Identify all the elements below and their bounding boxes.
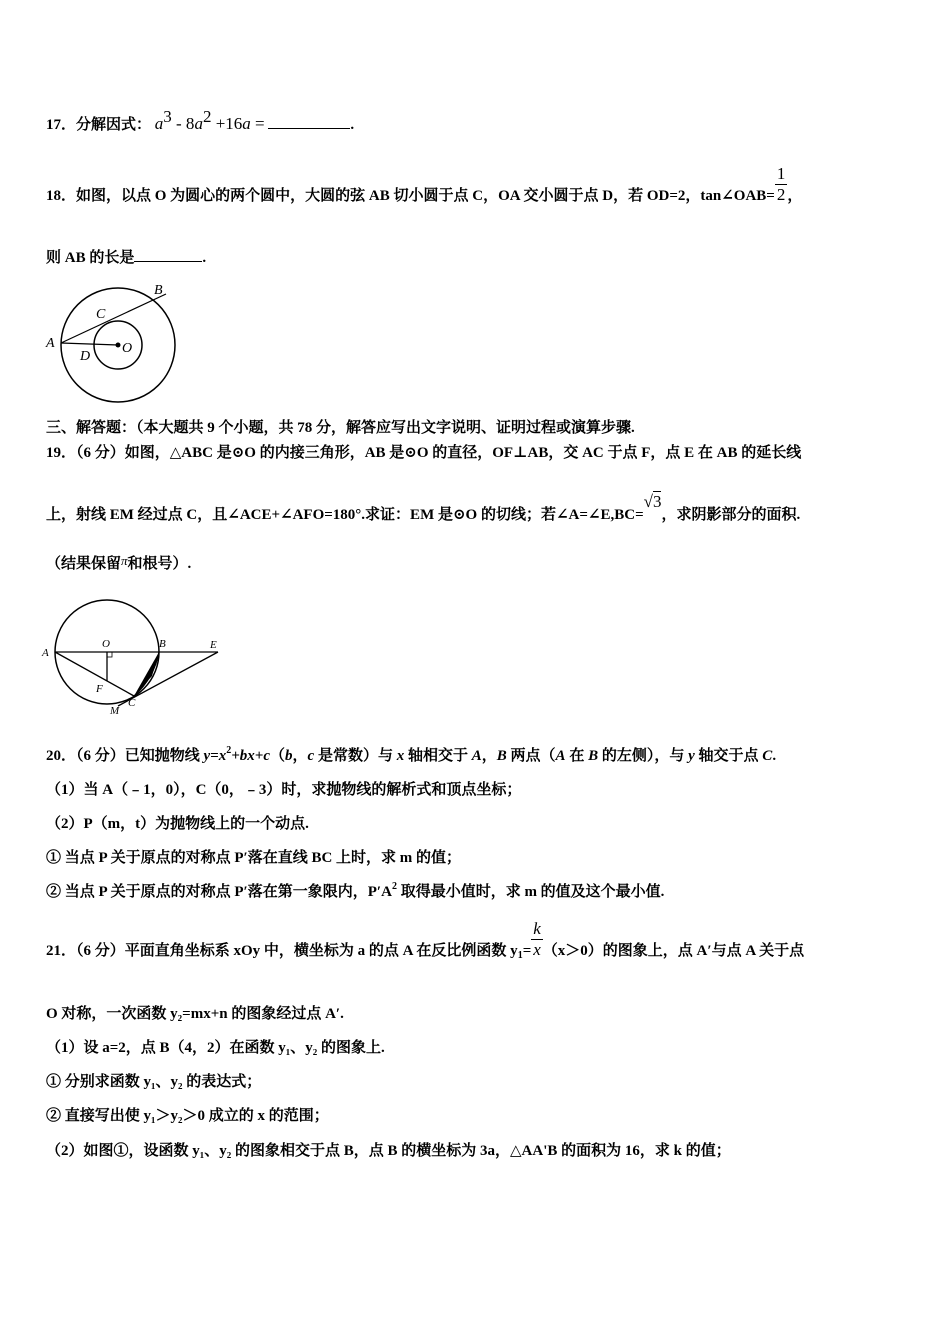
q19-label-e: E — [210, 639, 217, 651]
q21-frac-num: k — [533, 919, 541, 939]
q17-expr-eq: = — [250, 114, 265, 133]
q20-exp: 2 — [226, 745, 232, 756]
q18-figure — [40, 280, 190, 410]
q20-var-x: x — [396, 748, 405, 764]
q21-eq: = — [522, 943, 532, 959]
q20-l5-exp: 2 — [391, 881, 397, 892]
q21-line5: ② 直接写出使 y₁＞y₂＞0 成立的 x 的范围； — [46, 1108, 329, 1124]
q20-var-a2: A — [555, 748, 566, 764]
q18-end: . — [202, 250, 207, 266]
q17-answer-blank[interactable] — [268, 128, 350, 129]
q20-eq1: y=x — [203, 748, 227, 764]
q21-fraction — [531, 919, 543, 960]
q20-rest2: 轴相交于 — [404, 748, 472, 764]
q19-line3b: 和根号）. — [127, 556, 192, 572]
q19-line3a: （结果保留 — [46, 556, 122, 572]
q20-comma: ， — [292, 748, 308, 764]
q20-l1-prefix: 20．（6 分）已知抛物线 — [46, 748, 204, 764]
q18-line2 — [46, 248, 910, 268]
q20-var-a: A — [471, 748, 482, 764]
q20-l5a: ② 当点 P 关于原点的对称点 P′落在第一象限内，P′A — [46, 884, 392, 900]
q20-rest1: 是常数）与 — [314, 748, 397, 764]
q19-figure — [40, 596, 240, 722]
q18-text: 18．如图，以点 O 为圆心的两个圆中，大圆的弦 AB 切小圆于点 C，OA 交小圆于点 D，若 OD=2，tan∠OAB= — [46, 188, 775, 204]
q17-expr-mid: - 8 — [171, 114, 195, 133]
q19-pi: π — [121, 553, 128, 568]
q20-var-b: b — [285, 748, 293, 764]
q19-label-o: O — [102, 638, 110, 650]
q19-line2 — [46, 492, 910, 525]
q19-sqrt: √3 — [643, 492, 662, 511]
q21-line2: O 对称，一次函数 y₂=mx+n 的图象经过点 A′. — [46, 1006, 344, 1022]
q20-line1 — [46, 746, 910, 766]
q19-sqrt-value: 3 — [652, 492, 662, 511]
q20-rest7: 轴交于点 — [694, 748, 763, 764]
q20-eq2: +bx+c — [231, 748, 270, 764]
q18-segment-oa — [61, 343, 118, 345]
q20-var-c2: C — [762, 748, 773, 764]
q17-expr-a1: a — [154, 114, 164, 133]
q18-frac-num: 1 — [776, 164, 786, 184]
q19-label-f: F — [96, 683, 103, 695]
q19-label-a: A — [42, 647, 49, 659]
q20-paren: （ — [270, 748, 286, 764]
q17-exp2: 2 — [202, 107, 212, 126]
q20-var-b2: B — [496, 748, 507, 764]
q21-frac-den: x — [533, 940, 541, 960]
q19-line3 — [46, 554, 910, 574]
q19-line1: 19．（6 分）如图，△ABC 是⊙O 的内接三角形，AB 是⊙O 的直径，OF⊥AB，交 AC 于点 F，点 E 在 AB 的延长线 — [46, 445, 802, 461]
q18-line1 — [46, 164, 910, 206]
q21-l1a: 21．（6 分）平面直角坐标系 xOy 中，横坐标为 a 的点 A 在反比例函数 y — [46, 943, 518, 959]
q18-answer-blank[interactable] — [134, 261, 202, 262]
q17-expr-mid2: +16 — [211, 114, 243, 133]
q20-line5 — [46, 882, 910, 902]
q18-label-d: D — [80, 349, 91, 364]
q18-label-c: C — [96, 307, 106, 322]
q20-line2: （1）当 A（﹣1，0），C（0，﹣3）时，求抛物线的解析式和顶点坐标； — [46, 782, 522, 798]
q20-var-c: c — [307, 748, 315, 764]
q19-line2b: ，求阴影部分的面积. — [661, 507, 801, 523]
q20-line4: ① 当点 P 关于原点的对称点 P′落在直线 BC 上时，求 m 的值； — [46, 850, 462, 866]
q21-line6: （2）如图①，设函数 y₁、y₂ 的图象相交于点 B，点 B 的横坐标为 3a，△AA'B 的面积为 16，求 k 的值； — [46, 1143, 731, 1159]
q18-label-o: O — [122, 341, 133, 356]
q19-right-angle — [107, 652, 112, 657]
q21-sub: 1 — [517, 950, 523, 961]
q18-line2-text: 则 AB 的长是 — [46, 250, 135, 266]
q18-fraction — [775, 164, 788, 205]
q17-line — [46, 107, 910, 135]
q19-line-ac — [55, 652, 134, 696]
q18-center-dot — [116, 343, 121, 348]
q18-label-b: B — [154, 283, 163, 298]
q19-label-c: C — [128, 697, 136, 709]
q20-rest5: 在 — [565, 748, 589, 764]
q19-line2a: 上，射线 EM 经过点 C，且∠ACE+∠AFO=180°.求证：EM 是⊙O 的切线；若∠A=∠E,BC= — [46, 507, 644, 523]
q18-after: ， — [787, 188, 803, 204]
q20-l5b: 取得最小值时，求 m 的值及这个最小值. — [396, 884, 665, 900]
q18-label-a: A — [46, 336, 55, 351]
q20-end: . — [772, 748, 777, 764]
q20-rest4: 两点（ — [506, 748, 556, 764]
q21-line4: ① 分别求函数 y₁、y₂ 的表达式； — [46, 1074, 262, 1090]
q21-line3: （1）设 a=2，点 B（4，2）在函数 y₁、y₂ 的图象上. — [46, 1040, 385, 1056]
q19-label-m: M — [110, 705, 120, 717]
q17-label: 17．分解因式： — [46, 117, 152, 133]
q17-expr-a2: a — [194, 114, 203, 133]
q20-var-y: y — [688, 748, 695, 764]
q20-rest3: ， — [481, 748, 497, 764]
q17-expr-a3: a — [242, 114, 251, 133]
q21-l1b: （x＞0）的图象上，点 A′与点 A 关于点 — [542, 943, 805, 959]
section3-title: 三、解答题：（本大题共 9 个小题，共 78 分，解答应写出文字说明、证明过程或演算步骤. — [46, 420, 635, 436]
q20-line3: （2）P（m，t）为抛物线上的一个动点. — [46, 816, 309, 832]
q20-rest6: 的左侧），与 — [598, 748, 689, 764]
q17-end: . — [350, 117, 355, 133]
q20-var-b3: B — [588, 748, 599, 764]
q19-label-b: B — [159, 638, 166, 650]
q17-exp1: 3 — [163, 107, 172, 126]
q21-line1 — [46, 919, 910, 961]
q19-shaded-region — [134, 652, 159, 696]
q18-frac-den: 2 — [776, 185, 786, 205]
q18-chord-ab — [61, 294, 166, 343]
